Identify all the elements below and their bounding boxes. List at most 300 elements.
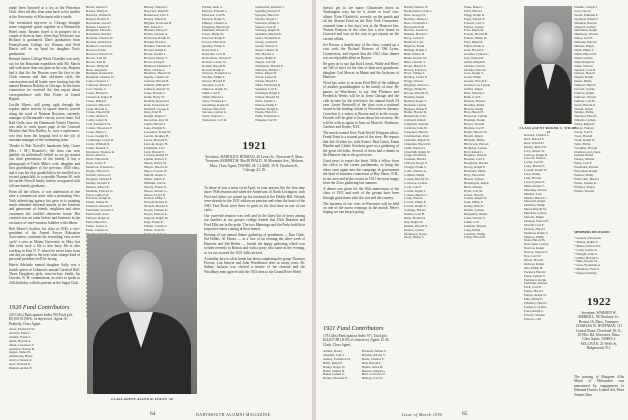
list-item: Chamberlain, Paul (404, 134, 429, 138)
list-item: Hayward, Ralph E. (144, 9, 170, 13)
list-item: Ayer, Richard E. (9, 363, 31, 367)
list-item: Sweet, Chester R. (255, 48, 279, 52)
list-item: Upham, Ralph (574, 154, 594, 158)
list-item: Soule, Warren (574, 64, 593, 68)
list-item: Sanborn, Frederick G. (202, 72, 232, 76)
list-item: Wells, Frederick L. (255, 115, 281, 119)
article-paragraph: A dinner was given for the 30th anniversary of the class of 1921 and each of the groups have been through good times after the war and the country. (323, 186, 399, 200)
list-item: Damon, Carl B. (404, 213, 425, 217)
list-item: Swain, Warren T. (255, 45, 278, 49)
list-item: Bartlett, Edwin S. (362, 353, 386, 357)
list-item: Glidden, Harold (464, 68, 486, 72)
list-item: Nash, Harold B. (524, 239, 546, 243)
list-item: Carter, Harlan E. (86, 91, 109, 95)
list-item: Metcalf, Ralph (524, 216, 544, 220)
list-item: Taft, Harold S. (255, 52, 275, 56)
list-item: Cheever, Elliott S. (86, 103, 111, 107)
list-item: Beals, Charles F. (362, 357, 385, 361)
article-paragraph: Our year-end reunion was well and in the latest bit of news among our families at our group's college friends that Dick Beaufort and Ford Ellis are in the pride. The two Mannings and the Parks held their respective times coming at their homes. (204, 213, 305, 232)
fund-contributors-heading-1920: 1920 Fund Contributors (9, 304, 70, 311)
list-item: Carpenter, Harold (404, 131, 428, 134)
list-item: Holmes, Thomas M. (144, 45, 172, 49)
page-number-right: 65 (462, 411, 468, 417)
list-item: Stowell, Lyman (574, 88, 595, 92)
list-item: Gardner, Lyman C. (464, 52, 490, 56)
list-item: Boutelle, Chester W. (86, 37, 114, 41)
list-item: Stetson, Carl W. (255, 25, 277, 29)
list-item: Heath, Harold W. (464, 131, 488, 134)
list-item: Barrows, Walter B. (86, 13, 112, 17)
list-item: Dearborn, Edward G. (86, 166, 115, 170)
list-item: Jenkins, William E. (144, 84, 170, 88)
list-item: Smith, Harold J. (202, 95, 224, 99)
list-item: Huntington, Ralph (464, 181, 489, 185)
list-item: Kent, Frederick W. (144, 103, 170, 107)
article-paragraph: Joe Brown, a beneficiary of the class, wound up a visit with the Richard Brouses of Old Lyme, Connecticut, and reports that the 1921 class dinner was an enjoyable affair in Boston. (323, 42, 399, 60)
list-item: Barber, Nelson W. (404, 6, 429, 9)
list-item: Hersey, Ralph B. (144, 17, 167, 21)
list-item: Coffin, Arthur S. (86, 115, 109, 119)
list-item: Ward, Lyman S. (255, 99, 277, 103)
list-item: Lord, Harold E. (144, 150, 165, 154)
list-item: Miller, Albert E. (144, 177, 166, 181)
members-deceased-list (574, 237, 624, 283)
list-item: Scott, David (574, 9, 591, 13)
list-item: Hyde, Carl M. (464, 189, 484, 193)
list-item: Southwick, Richard C. (255, 6, 286, 9)
list-item: Foss, Ralph M. (464, 29, 485, 33)
list-item: Higgins, Rowland H. (144, 21, 173, 25)
list-item: Brown, Earl H. (86, 60, 107, 64)
list-item: Day, Ralph W. (404, 220, 424, 224)
list-item: Page, Frank E. (144, 220, 164, 224)
list-item: Knowlton, Roy M. (144, 119, 169, 123)
list-item: Davis, Albert L. (86, 154, 108, 158)
class-officers-1922: Secretary, WARREN W. MERRILL, 98 Newbury St., Boston 16, Mass. Treasurer, CHARLES W. HUFFMAN, 111 Central Road, Cleveland 18, O.; 20 Ellis Rd, Worcester, Mass. Class Agent, JAMES J. SULLIVAN, 21 Wells St, Ridgewood, N.J. (575, 311, 623, 351)
list-item: Long, Harold S. (524, 165, 546, 169)
list-item: Bean, Frederick L. (404, 21, 429, 25)
list-item: Lakin, Carl (464, 220, 480, 224)
list-item: Brewster, Edward S. (86, 52, 114, 56)
list-item: Hunter, Lyman (464, 177, 484, 181)
fund-contributors-subheading-1920: 220 Gifts (Participation Index 99) Total gift: $9,169.91 (96%, of objective). Agent: R. Peabody, Class Agent. (9, 313, 73, 326)
list-item: Fellows, Ralph R. (86, 216, 110, 220)
list-item: Phillips, Chester A. (202, 21, 228, 25)
list-item: * Mathews, Fred T. (574, 268, 600, 272)
article-paragraph: The business of our class in Worcester will be held on one of the nicest evenings in the month. Here's hoping we can keep it going. (323, 201, 399, 215)
list-item: Cummings, Lewis R. (86, 138, 115, 142)
list-item: Carr, Wesley C. (86, 88, 107, 92)
list-item: Preston, Carl (524, 317, 542, 321)
list-item: Mason, Harold D. (144, 166, 168, 170)
list-item: Pike, Philip E. (524, 298, 544, 302)
list-item: Dudley, Donald F. (86, 181, 111, 185)
list-item: Dean, Lester F. (86, 162, 107, 166)
list-item: Lamb, Harold J. (144, 123, 166, 127)
list-item: Cushing, Harold (404, 209, 426, 213)
list-item: Beckwith, Paul (404, 25, 425, 29)
list-item: Tracy, Harold (574, 134, 593, 138)
list-item: Tarbell, Ralph (574, 107, 593, 111)
list-item: * Hale, Robert W. (574, 260, 598, 264)
list-item: Seavey, Harold R. (202, 80, 226, 84)
list-item: Sturtevant, Carl R. (202, 119, 227, 123)
class-heading-1921: 1921 (242, 140, 267, 152)
list-item: Horne, Gerald L. (144, 52, 167, 56)
list-item: Kelley, Harold (464, 205, 484, 209)
list-item: Hovey, Ralph E. (464, 166, 486, 170)
list-item: Bigelow, Frank (404, 45, 425, 49)
list-item: Maxwell, Ralph (524, 200, 546, 204)
article-paragraph: Thanks to Bob Newell's handsome help, Grace (Mrs. J. M.) Beaufort's, the class can now gamble on individual's behalf as we go around our third generations of the family. It has a photograph of Uncle Mike's wife, daughter and first granddaughter of the previous 1920 class, and it was her first grandchild to be enrolled as a second grandchild, to a sizeable Thomas M. with his earlier Newell family history recognised with old one-family graduates. (9, 144, 80, 188)
name-list-column-2 (464, 6, 520, 406)
list-item: Webster, Ralph E. (255, 107, 279, 111)
fund-contributors-list-1921 (323, 350, 359, 410)
list-item: Morrill, Carl E. (524, 223, 545, 227)
list-item: Clarke, Harold M. (86, 111, 111, 115)
list-item: Pickering, Harold M. (202, 25, 231, 29)
list-item: Lacy, Arthur W. (524, 149, 546, 153)
list-item: Trask, Ralph W. (574, 138, 596, 142)
list-item: Edwards, Ralph R. (86, 197, 111, 201)
list-item: Baker, Luther G. (323, 373, 346, 377)
photo-caption-roger-wilde: CLASS AGENT ROGER C. WILDE '21 (519, 126, 577, 134)
article-paragraph: Bob Moore's brother, his class at 1930, a vice-president of the Armed Forces Education Association, continues his rewarding 'very active cycle' a year as Miami University in Ohio, but that even such a life is less busy. He is also working in East N. Y. where he never fares from one day on night to the next what strange kind of personal problems he'll be facing. (9, 226, 80, 262)
list-item: Chase, Ralph E. (86, 99, 108, 103)
list-item: Bailey, Roger W. (323, 365, 346, 369)
list-item: Patterson, Carl B. (202, 13, 226, 17)
list-item: Greenwood, Lyman (464, 84, 491, 88)
list-item: Ordway, Ralph (524, 262, 544, 266)
fund-contributors-list-1921-b (362, 350, 399, 410)
list-item: Weston, Philip (574, 173, 594, 177)
list-item: Spaulding, Ralph W. (202, 103, 230, 107)
list-item: Aldrich, Ellis C. (9, 331, 31, 335)
list-item: King, Paul H. (144, 111, 163, 115)
list-item: Harlow, Philip (464, 107, 484, 111)
list-item: Kingsbury, Ralph (464, 213, 488, 217)
list-item: Keith, Harry W. (144, 95, 166, 99)
list-item: Child, Warren S. (404, 146, 427, 150)
list-item: Starbuck, Philip E. (255, 21, 280, 25)
list-item: Bowker, Richard A. (86, 41, 113, 45)
list-item: Allen, Harold A. (9, 339, 31, 343)
list-item: Newell, Robert E. (144, 201, 168, 205)
list-item: * Andrew, Frederick (574, 237, 601, 240)
article-paragraph: ready been honored at a tea at the Princeton Club. After all this, Jean went back to her studies at the University of Wisconsin with a smile. (9, 6, 80, 19)
name-list-column-4 (574, 6, 624, 226)
list-item: Lincoln, Roger H. (144, 142, 168, 146)
list-item: Folsom, Carl S. (464, 21, 485, 25)
list-item: Lunt, Harold (524, 176, 542, 180)
list-item: Thurston, Philip C. (255, 68, 281, 72)
article-paragraph: Our secretarial trip-over to Chicago brought some congenial spirits together in a Brunswick Hotel room. Eastern travel is in prospect for a couple of them in June, when Sigs Wicksons' son Richard is graduated. Dan's graduation from Pennsylvania College for Women and Fred Harris will be on hand for daughter Vira's graduation. (9, 20, 80, 56)
list-item: Washburn, Harold (574, 166, 599, 170)
list-item: Butterfield, Carl (404, 115, 426, 119)
list-item: Parker, John W. (144, 228, 165, 232)
list-item: Simonds, Harold (574, 41, 597, 45)
running-foot-magazine-title: DARTMOUTH ALUMNI MAGAZINE (196, 412, 271, 417)
list-item: Reynolds, Carl H. (202, 52, 226, 56)
list-item: Stevens, Lyman G. (202, 111, 228, 115)
list-item: Knight, Ralph C. (144, 115, 167, 119)
list-item: Fuller, Frank G. (464, 45, 486, 49)
list-item: Thatcher, Harold (574, 115, 597, 119)
list-item: Fiske, Charles A. (86, 228, 109, 232)
article-paragraph: Hosting of our annual dinner gathering of gentlemen — Dan Clark, Sid Hobbs, Al Moore — at a first of an evening the other week at Hanover and Sid Hobbs — hosted the happy gathering which was written recently in Boston and with a party who came at the evening, so we are assured the 1921 folks arrived. (204, 233, 305, 255)
article-paragraph: Lucille Myers, still going right through the regular junior activity at square dances, passed along the word of Norman Boynton, currently manager of Dartmouth's varsity soccer team. Ted Karl Galle, now the Dartmouth Varsity Director, was able to catch sports page of the Concord Monitor that Don Dudley, Jr., now a sophomore, was lent from the hospital bed to the job of assistant manager of the swimming team. (9, 103, 80, 143)
list-item: Hastings, Ralph (464, 119, 486, 123)
right-column-text (323, 6, 399, 324)
list-item: Osgood, Ralph M. (144, 216, 169, 220)
list-item: Doughty, Samuel E. (86, 177, 113, 181)
article-paragraph: A familiar face to all at home has been completing the group Thurston Proctor, Lou Sawyer and John Woodhouse after so many years. Dr. Sidney Jackson was elected a trustee of the reunion and the Woodbury men agreed with the 1921 men to the Grand River Hotel. (204, 256, 305, 274)
class-news-1922 (574, 375, 624, 407)
name-list-column-3 (202, 6, 252, 126)
list-item: * Ballou, Ralph E. (574, 240, 599, 244)
list-item: Sherburne, Ralph (574, 29, 598, 33)
list-item: Porter, Philip W. (202, 33, 224, 37)
list-item: Gale, Harold T. (464, 48, 485, 52)
list-item: Ingalls, Chester W. (144, 76, 170, 80)
list-item: Caldwell, Ralph (404, 119, 426, 123)
list-item: Gibbs, Ralph H. (464, 60, 486, 64)
list-item: Olcott, Harold (524, 259, 544, 262)
list-item: Dunbar, Albert R. (86, 185, 110, 189)
list-item: Moore, Robert G. (144, 189, 168, 193)
article-paragraph: From all the offices, it was understood at one time a commercial artist with a promising New York advertising agency but gave in to painting much admitted informal murals in the kitchens and gameroom of friends, neighbors and other customers she couldn't otherwise locate. Her creation was an artist before and business in the exclusive of store-window bubbles with ribbon. (9, 189, 80, 225)
list-item: Conant, Harold W. (404, 177, 429, 181)
list-item: Weeks, Harold C. (255, 111, 279, 115)
list-item: Moulton, Ralph S. (524, 231, 549, 235)
list-item: Whitney, Ralph (574, 185, 595, 189)
list-item: Cole, Frederick W. (86, 123, 111, 127)
list-item: Bradford, Gerald R. (86, 45, 113, 49)
list-item: Cowles, Harold J. (404, 193, 428, 197)
list-item: Brown, Carl M. (86, 56, 107, 60)
list-item: Dickinson, Roger (404, 232, 428, 236)
members-deceased-heading: MEMBERS DECEASED (574, 230, 610, 234)
list-item: Otis, Philip H. (524, 266, 544, 270)
list-item: Lovejoy, Ralph W. (144, 154, 169, 158)
list-item: Norris, Chester E. (144, 209, 168, 213)
list-item: Leavitt, Rodney B. (144, 134, 170, 138)
list-item: Shumway, Warren (574, 33, 599, 37)
list-item: * Butler, Edward W. (574, 244, 601, 248)
list-item: Batchelder, Gerald (86, 21, 111, 25)
list-item: Curtis, William R. (86, 142, 111, 146)
list-item: Barker, Howard E. (323, 377, 348, 381)
name-list-column-3 (524, 134, 572, 354)
list-item: Larrabee, Philip (464, 232, 486, 236)
list-item: Chadwick, Edgar B. (86, 95, 113, 99)
list-item: Ripley, Alfred W. (524, 145, 548, 149)
list-item: Torrey, Warren (574, 127, 594, 131)
list-item: Blake, Robert W. (404, 56, 427, 60)
list-item: Goss, Ralph S. (464, 72, 484, 76)
list-item: Walker, Harold M. (255, 95, 280, 99)
list-item: Barnard, Wilbur F. (362, 350, 387, 353)
list-item: Rowell, Ralph C. (202, 68, 225, 72)
list-item: Dodge, Harold D. (86, 170, 110, 174)
list-item: Richardson, Warren P. (202, 56, 232, 60)
list-item: Judd, Philip E. (464, 201, 484, 205)
class-officers-1921: Secretary, HAROLD P. HINMAN, 20 Lewis St., Worcester 9, Mass. Treasurer, ROBERT M. MacDONALD, 36 Mountain Ave., Melrose, Mass. Class Agent, DANIEL M. CLARK, 30 N. Dearborn St., Chicago 22, Ill. (205, 155, 304, 173)
list-item: Reward, Charles C. (524, 134, 550, 137)
list-item: Parsons, Edward L. (202, 9, 228, 13)
article-paragraph: Bennett Junior College Birch Chandler was early out for his Hawaiian expedition with Mr. March and with more than one plan in the way. Reports had it that the Joe Browns were the first to the Clark reunion and that, old-timer style, the conversation and all hands were hooting into the annual Reunion Holiday in Chicago. In the latest connection we received the first report about correspondence with Ben Potter of Grand Rapids. (9, 57, 80, 102)
list-item: Harvey, Warren C. (144, 6, 169, 9)
list-item: Burleigh, Kenneth P. (86, 72, 114, 76)
list-item: Waterman, Ralph (574, 170, 597, 174)
list-item: Farnsworth, Paul (86, 213, 109, 217)
list-item: Stanton, Harold (574, 72, 595, 76)
list-item: Lyman, Robert T. (144, 158, 168, 162)
list-item: Newcomb, Lyman (524, 243, 549, 247)
page-number-left: 64 (150, 411, 156, 417)
list-item: Strong, Lyman E. (255, 41, 279, 45)
list-item: Ham, Carl E. (464, 95, 482, 99)
list-item: Smart, Lyman (574, 56, 593, 60)
list-item: Morgan, Warren F. (524, 219, 549, 223)
list-item: Billings, Ralph C. (404, 48, 428, 52)
list-item: Tucker, Harold J. (255, 80, 278, 84)
list-item: Pond, Ralph C. (524, 309, 545, 313)
running-head-issue-date: Issue of March 1950 (402, 412, 443, 417)
list-item: Stratton, Ralph (574, 91, 594, 95)
list-item: Small, Harold W. (574, 52, 597, 56)
list-item: * Clark, Lester A. (574, 248, 598, 252)
list-item: Roberts, Lester W. (202, 60, 227, 64)
list-item: Underwood, Lyman (574, 150, 601, 154)
list-item: Shepard, Lyman (574, 25, 596, 29)
list-item: Stoddard, Harold B. (255, 33, 282, 37)
list-item: Currier, Ralph S. (404, 205, 427, 209)
list-item: Nelson, Philip J. (144, 197, 166, 201)
list-item: Tobey, Ralph E. (574, 123, 596, 127)
list-item: Baron, Gerald S. (86, 6, 109, 9)
list-item: Babb, Ralph P. (323, 361, 343, 365)
list-item: Andrews, Ernest B. (9, 347, 35, 351)
list-item: Hosmer, Carl T. (464, 158, 485, 162)
list-item: Stickney, Ralph D. (255, 29, 280, 33)
list-item: Tufts, Philip (574, 142, 591, 146)
list-item: Clapp, Frederick (404, 154, 427, 158)
list-item: Swett, Harold E. (574, 103, 596, 107)
list-item: Buckley, Ralph (404, 95, 425, 99)
list-item: Whitcomb, Harold (574, 177, 599, 181)
list-item: Prescott, Ralph E. (202, 37, 226, 41)
article-paragraph: Good news to report the latest. With a fellow from the office to the corner parliaments, to bring the cheer once again into the campaign in government the kind of business connection at Bay Shore, N.H., in our area and in the course in 1931 the most happy from the 21ers gathering last summer. (323, 158, 399, 185)
article-paragraph: To those of you a most vivid April, in your present life the first time since 1946 reunion and when the Andersons of North Lexington, with Fred and others we turned up for weekend at the Pebble Hill. Friends were already in the 1921 edition on pension and when the hosts of the 1941 Year Book were there to greet us the first time in one of our visits. (204, 186, 305, 213)
photo-caption-allen-foley: CLASS AGENT ALLEN R. FOLEY '20 (110, 397, 174, 401)
list-item: Lang, Ralph (464, 228, 481, 232)
list-item: Varney, Warren (574, 158, 595, 162)
list-item: Beaman, James C. (404, 17, 429, 21)
list-item: Merrill, Ralph S. (144, 173, 167, 177)
list-item: Burnham, Charles W. (86, 76, 115, 80)
list-item: Brown, Philip M. (86, 64, 110, 68)
list-item: Carleton, John W. (404, 127, 428, 131)
list-item: Hawes, Warren (464, 123, 485, 127)
list-item: Harwood, Lyman (464, 115, 488, 119)
list-item: Powers, Warren (524, 313, 545, 317)
list-item: Tuttle, Frederick R. (255, 84, 281, 88)
list-item: Harding, Ralph (464, 103, 485, 107)
list-item: Clifford, Roger P. (404, 162, 428, 166)
list-item: Gay, Warren R. (464, 56, 485, 60)
list-item: Kimball, George P. (144, 107, 170, 111)
list-item: Morton, Harold (524, 227, 545, 231)
list-item: Read, Earl C. (202, 48, 220, 52)
list-item: Lathrop, Ralph H. (524, 153, 548, 157)
list-item: Lawrence, Frank M. (144, 131, 171, 134)
list-item: Dolloff, Newton F. (86, 173, 111, 177)
list-item: Hitchcock, Harold (464, 142, 489, 146)
list-item: Craig, Warren (404, 197, 423, 201)
list-item: Towle, Lester B. (255, 76, 277, 80)
list-item: Babbitt, Arthur E. (9, 367, 33, 371)
list-item: Lane, Dwight E. (144, 127, 166, 131)
list-item: Hoyt, Harold R. (464, 173, 486, 177)
name-list-column-4 (255, 6, 307, 126)
list-item: Davis, Harold M. (86, 158, 110, 162)
list-item: Converse, Lyman (404, 181, 428, 185)
list-item: Spencer, Carl R. (574, 68, 596, 72)
list-item: Bradley, Lester P. (404, 76, 428, 80)
list-item: Allen, Lawrence T. (9, 343, 35, 347)
list-item: Cross, Joseph W. (86, 134, 109, 138)
list-item: Storrs, Frederick A. (255, 37, 282, 41)
list-item: Sherman, Lyle E. (202, 84, 225, 88)
list-item: Thompson, Harold E. (255, 64, 284, 68)
list-item: Shattuck, Harold (574, 21, 597, 25)
list-item: Rollins, Harold B. (202, 64, 227, 68)
list-item: Baird, Sidney B. (323, 369, 345, 373)
list-item: Wadleigh, Ralph C. (255, 91, 281, 95)
list-item: Quimby, Frank S. (202, 45, 226, 49)
list-item: Mead, Harold W. (524, 208, 547, 212)
list-item: Kidder, Lyman (464, 209, 484, 213)
list-item: Spalding, Robert P. (255, 9, 281, 13)
list-item: Wheeler, Carl B. (255, 119, 278, 123)
list-item: Plummer, Warren E. (202, 29, 229, 33)
list-item: Burgess, Elmer F. (404, 107, 428, 111)
list-item: Smith, Carl E. (202, 91, 221, 95)
list-item: Jackson, Harold B. (144, 80, 170, 84)
list-item: * Gibbs, Harold T. (574, 256, 599, 260)
list-item: Hanson, Harold (464, 99, 485, 103)
list-item: Sprague, Harold L. (255, 13, 281, 17)
list-item: Fairbanks, Gordon S. (86, 209, 115, 213)
portrait-photo-allen-foley (87, 234, 197, 394)
list-item: Crane, Henry C. (86, 131, 108, 134)
list-item: Howard, Henry T. (144, 56, 168, 60)
list-item: Mann, Ralph T. (524, 184, 545, 188)
list-item: Elliott, Walter B. (86, 201, 109, 205)
list-item: Barnes, Philip E. (86, 9, 109, 13)
list-item: * Dwight, John S. (574, 252, 598, 256)
list-item: Hurd, Warren (464, 185, 482, 189)
list-item: Schultz, Joseph J. (574, 6, 598, 9)
list-item: Chandler, Ralph W. (404, 138, 430, 142)
list-item: Holden, Erwin L. (144, 41, 168, 45)
list-item: Hinman, Henry E. (144, 29, 169, 33)
list-item: Snell, Ralph M. (574, 60, 595, 64)
list-item: Twombly, Harold (574, 146, 598, 150)
list-item: Dana, Frederick (404, 216, 426, 220)
list-item: Fitch, Harold (464, 9, 482, 13)
